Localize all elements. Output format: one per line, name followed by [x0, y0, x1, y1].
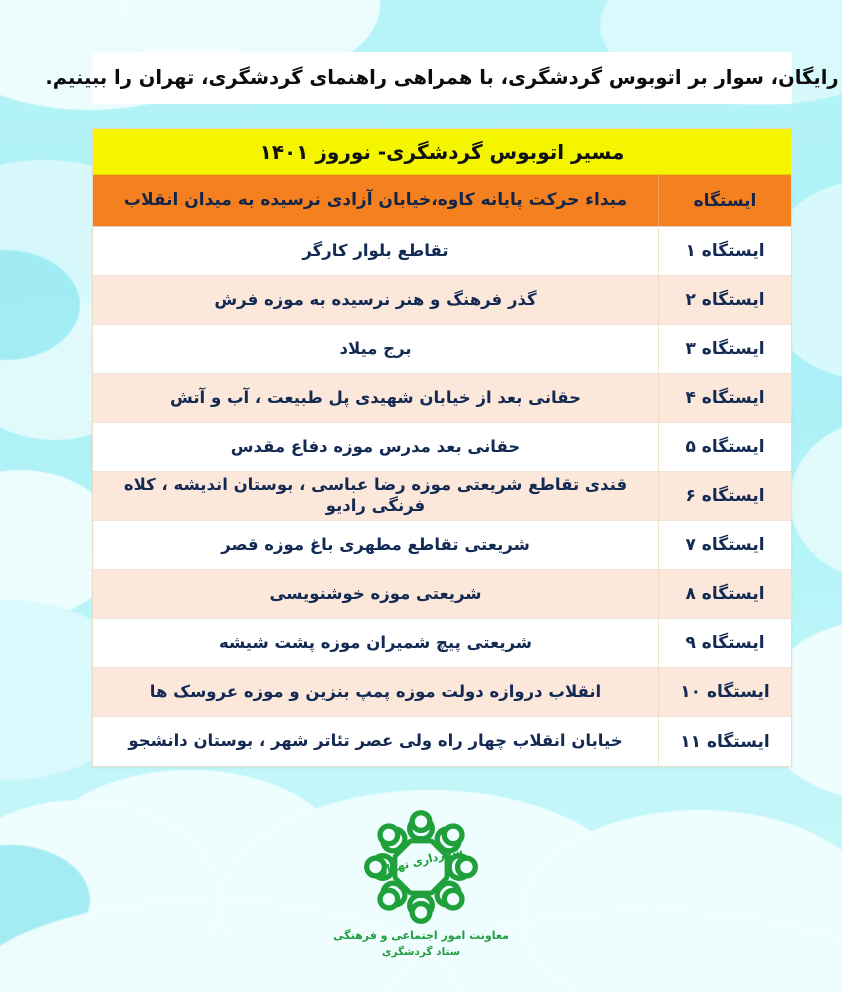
table-row — [93, 276, 791, 325]
station-number-cell: ایستگاه ۱۰ — [658, 668, 791, 716]
station-number-cell: ایستگاه ۴ — [658, 374, 791, 422]
station-number-cell: ایستگاه ۱۱ — [658, 717, 791, 766]
station-description-cell: قندی تقاطع شریعتی موزه رضا عباسی ، بوستان اندیشه ، کلاه فرنگی رادیو — [123, 475, 628, 515]
station-number-cell: ایستگاه ۳ — [658, 325, 791, 373]
station-description-cell: شریعتی موزه خوشنویسی — [269, 583, 482, 603]
table-row — [93, 717, 791, 766]
station-description-cell: گذر فرهنگ و هنر نرسیده به موزه فرش — [214, 289, 537, 309]
table-row — [93, 325, 791, 374]
footer-caption-line-2: ستاد گردشگری — [381, 945, 461, 958]
table-title-row — [93, 129, 791, 175]
footer-caption-line-1: معاونت امور اجتماعی و فرهنگی — [333, 929, 509, 942]
table-row — [93, 227, 791, 276]
tourist-bus-route-table — [92, 128, 792, 767]
table-row — [93, 570, 791, 619]
table-row — [93, 521, 791, 570]
station-description-cell: انقلاب دروازه دولت موزه پمپ بنزین و موزه عروسک ها — [149, 681, 602, 701]
footer-logo-block — [0, 808, 842, 960]
cloud-shape — [790, 420, 842, 580]
table-header-row — [93, 175, 791, 227]
origin-description: مبداء حرکت پایانه کاوه،خیابان آزادی نرسیده به میدان انقلاب — [123, 189, 628, 210]
column-header-station: ایستگاه — [658, 175, 791, 226]
station-description-cell: حقانی بعد از خیابان شهیدی پل طبیعت ، آب و آتش — [170, 387, 581, 407]
headline-banner — [45, 52, 839, 104]
station-number-cell: ایستگاه ۹ — [658, 619, 791, 667]
station-number-cell: ایستگاه ۶ — [658, 472, 791, 520]
station-description-cell: تقاطع بلوار کارگر — [302, 240, 449, 260]
table-body — [93, 227, 791, 766]
tehran-municipality-emblem-icon — [362, 808, 480, 926]
station-number-cell: ایستگاه ۲ — [658, 276, 791, 324]
station-number-cell: ایستگاه ۱ — [658, 227, 791, 275]
table-title: مسیر اتوبوس گردشگری- نوروز ۱۴۰۱ — [259, 139, 625, 164]
station-description-cell: شریعتی تقاطع مطهری باغ موزه قصر — [221, 534, 530, 554]
headline-text: رایگان، سوار بر اتوبوس گردشگری، با همراهی راهنمای گردشگری، تهران را ببینیم. — [45, 66, 839, 90]
station-description-cell: برج میلاد — [339, 338, 412, 358]
footer-caption — [333, 928, 509, 960]
station-description-cell: حقانی بعد مدرس موزه دفاع مقدس — [230, 436, 521, 456]
station-number-cell: ایستگاه ۸ — [658, 570, 791, 618]
table-row — [93, 472, 791, 521]
station-number-cell: ایستگاه ۵ — [658, 423, 791, 471]
table-row — [93, 374, 791, 423]
table-row — [93, 619, 791, 668]
station-number-cell: ایستگاه ۷ — [658, 521, 791, 569]
station-description-cell: خیابان انقلاب چهار راه ولی عصر تئاتر شهر ، بوستان دانشجو — [128, 731, 623, 751]
table-row — [93, 668, 791, 717]
emblem-center-text: شهرداری تهران — [376, 844, 465, 879]
station-description-cell: شریعتی پیچ شمیران موزه پشت شیشه — [219, 632, 533, 652]
table-row — [93, 423, 791, 472]
